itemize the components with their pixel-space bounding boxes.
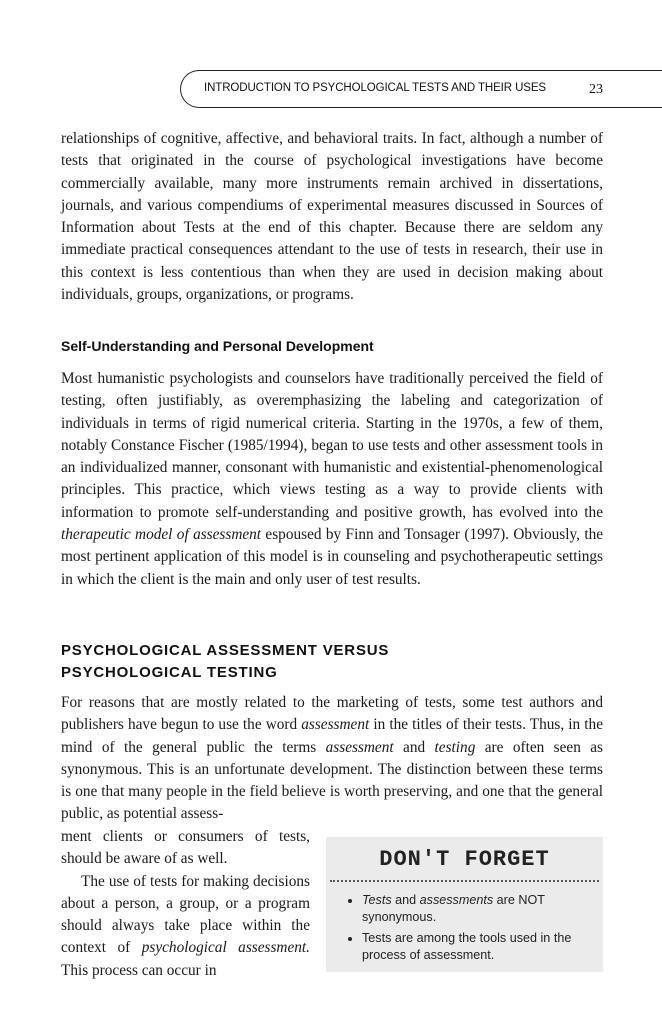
assessment-narrow-column bbox=[61, 826, 310, 982]
callout-bullet: • Tests are among the tools used in the process of assessment. bbox=[362, 930, 589, 964]
section-heading-self-understanding: Self-Understanding and Personal Development bbox=[61, 338, 374, 354]
text-run: The use of tests for making decisions about a person, a group, or a program should always take place within the context of bbox=[61, 872, 310, 957]
dotted-divider bbox=[330, 880, 599, 882]
page-number: 23 bbox=[589, 82, 603, 97]
italic-term: therapeutic model of assessment bbox=[61, 526, 262, 544]
paragraph-text: ment clients or consumers of tests, should be aware of as well. bbox=[61, 828, 310, 868]
text-run: For reasons that are mostly related to the marketing of tests, some test authors and publishers have begun to use the word bbox=[61, 694, 603, 734]
italic-term: Tests bbox=[362, 893, 392, 907]
italic-term: psychological assessment. bbox=[141, 939, 310, 957]
dont-forget-callout bbox=[326, 837, 603, 972]
text-run: are often seen as synonymous. This is an unfortunate development. The distinction between these terms is one that many people in the field believe is worth preserving, and one that the general public, as potential assess- bbox=[61, 738, 603, 823]
paragraph-text: relationships of cognitive, affective, and behavioral traits. In fact, although a number of tests that originated in the course of psychological investigations have become commercially available, many more instruments remain archived in dissertations, journals, and various compendiums of experimental measures discussed in Sources of Information about Tests at the end of this chapter. Because there are seldom any immediate practical consequences attendant to the use of tests in research, their use in this context is less contentious than when they are used in decision making about individuals, groups, organizations, or programs. bbox=[61, 130, 603, 304]
self-understanding-paragraph bbox=[61, 368, 603, 591]
text-run: in the titles of their tests. Thus, in the mind of the general public the terms bbox=[61, 716, 603, 756]
italic-term: assessments bbox=[419, 893, 494, 907]
italic-term: assessment bbox=[325, 738, 394, 756]
italic-term: assessment bbox=[301, 716, 370, 734]
opening-paragraph bbox=[61, 128, 603, 306]
paragraph-text bbox=[61, 871, 310, 982]
paragraph-text bbox=[61, 692, 603, 826]
running-header-title: INTRODUCTION TO PSYCHOLOGICAL TESTS AND THEIR USES bbox=[204, 82, 546, 94]
text-run: and bbox=[393, 738, 435, 756]
heading-line: PSYCHOLOGICAL TESTING bbox=[61, 664, 278, 681]
text-run: and bbox=[391, 893, 420, 907]
section-heading-assessment-vs-testing bbox=[61, 640, 461, 684]
text-run: are NOT synonymous. bbox=[362, 893, 545, 924]
callout-title: DON'T FORGET bbox=[379, 847, 550, 872]
text-run: Most humanistic psychologists and counselors have traditionally perceived the field of testing, often justifiably, as overemphasizing the labeling and categorization of individuals in terms of rigid numerical criteria. Starting in the 1970s, a few of them, notably Constance Fischer (1985/1994), began to use tests and other assessment tools in an individualized manner, consonant with humanistic and existential-phenomenological principles. This practice, which views testing as a way to provide clients with information to promote self-understanding and positive growth, has evolved into the bbox=[61, 370, 603, 521]
text-run: This process can occur in bbox=[61, 961, 217, 979]
text-run: espoused by Finn and Tonsager (1997). Obviously, the most pertinent application of this model is in counseling and psychotherapeutic settings in which the client is the main and only user of test results. bbox=[61, 526, 604, 588]
callout-bullet bbox=[362, 892, 589, 926]
assessment-paragraph-1 bbox=[61, 692, 603, 826]
callout-list bbox=[326, 892, 603, 964]
italic-term: testing bbox=[434, 738, 476, 756]
heading-line: PSYCHOLOGICAL ASSESSMENT VERSUS bbox=[61, 642, 390, 659]
paragraph-text bbox=[61, 368, 603, 591]
